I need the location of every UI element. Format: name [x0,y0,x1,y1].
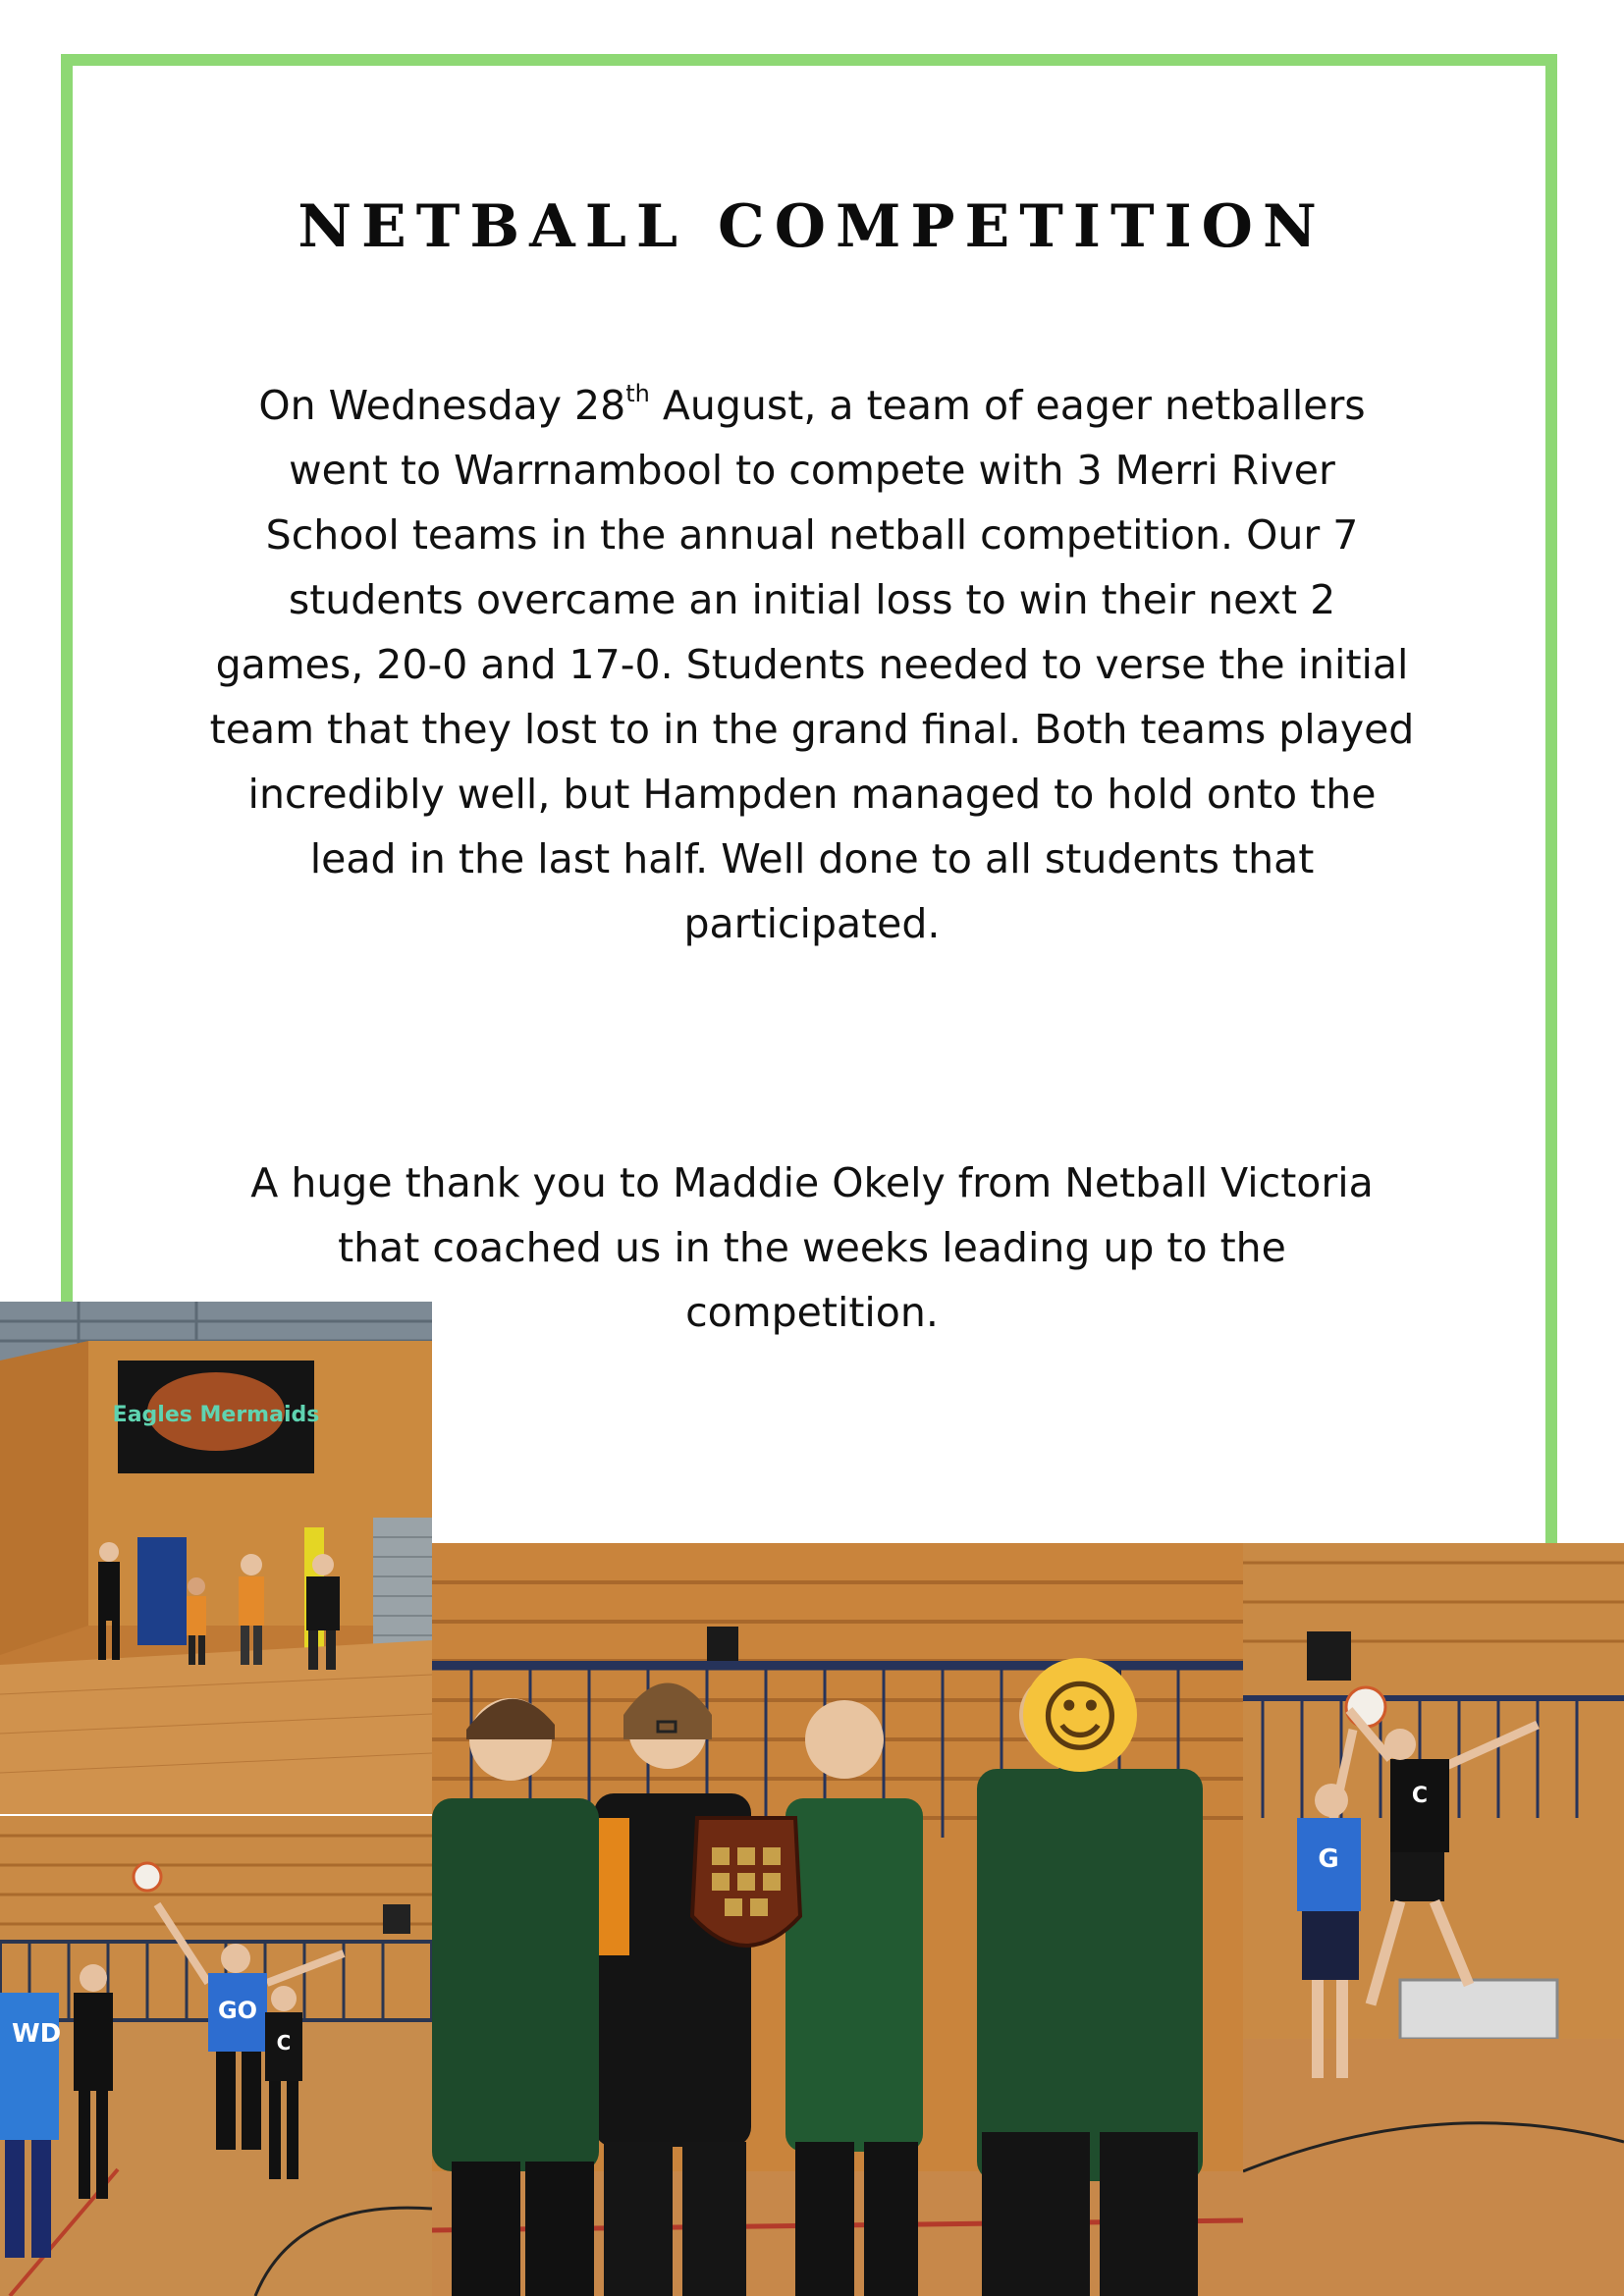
page-title: NETBALL COMPETITION [298,192,1326,261]
stadium-photo [0,1302,432,1814]
team-shield-photo [432,1543,1243,2296]
game-action-photo [0,1816,432,2296]
paragraph-line: On Wednesday 28th August, a team of eager netballers [258,380,1366,429]
bib-label: GO [217,1997,258,2024]
paragraph-line: incredibly well, but Hampden managed to hold onto the [247,771,1377,818]
paragraph-line: team that they lost to in the grand final. Both teams played [209,706,1415,753]
article-paragraph [177,373,1447,956]
paragraph-line: went to Warrnambool to compete with 3 Merri River [289,447,1335,494]
paragraph-line: School teams in the annual netball competition. Our 7 [265,511,1359,559]
svg-text:☺: ☺ [1039,1672,1121,1763]
paragraph-line: games, 20-0 and 17-0. Students needed to verse the initial [215,641,1409,688]
bib-label: G [1318,1844,1339,1874]
svg-text:WD: WD [12,2019,62,2049]
paragraph-line: students overcame an initial loss to win their next 2 [288,576,1336,623]
banner-text: Eagles Mermaids [112,1403,320,1427]
paragraph-line: participated. [683,900,941,947]
paragraph-line: competition. [685,1289,939,1336]
bib-label: C [1411,1784,1429,1808]
paragraph-line: lead in the last half. Well done to all students that [309,835,1315,882]
paragraph-line: that coached us in the weeks leading up to the [338,1224,1286,1271]
trophy-shield [692,1818,800,1946]
jump-ball-photo [1243,1543,1624,2296]
bib-label: C [276,2031,292,2055]
emoji-face [1023,1658,1137,1772]
paragraph-line: A huge thank you to Maddie Okely from Netball Victoria [250,1159,1374,1206]
